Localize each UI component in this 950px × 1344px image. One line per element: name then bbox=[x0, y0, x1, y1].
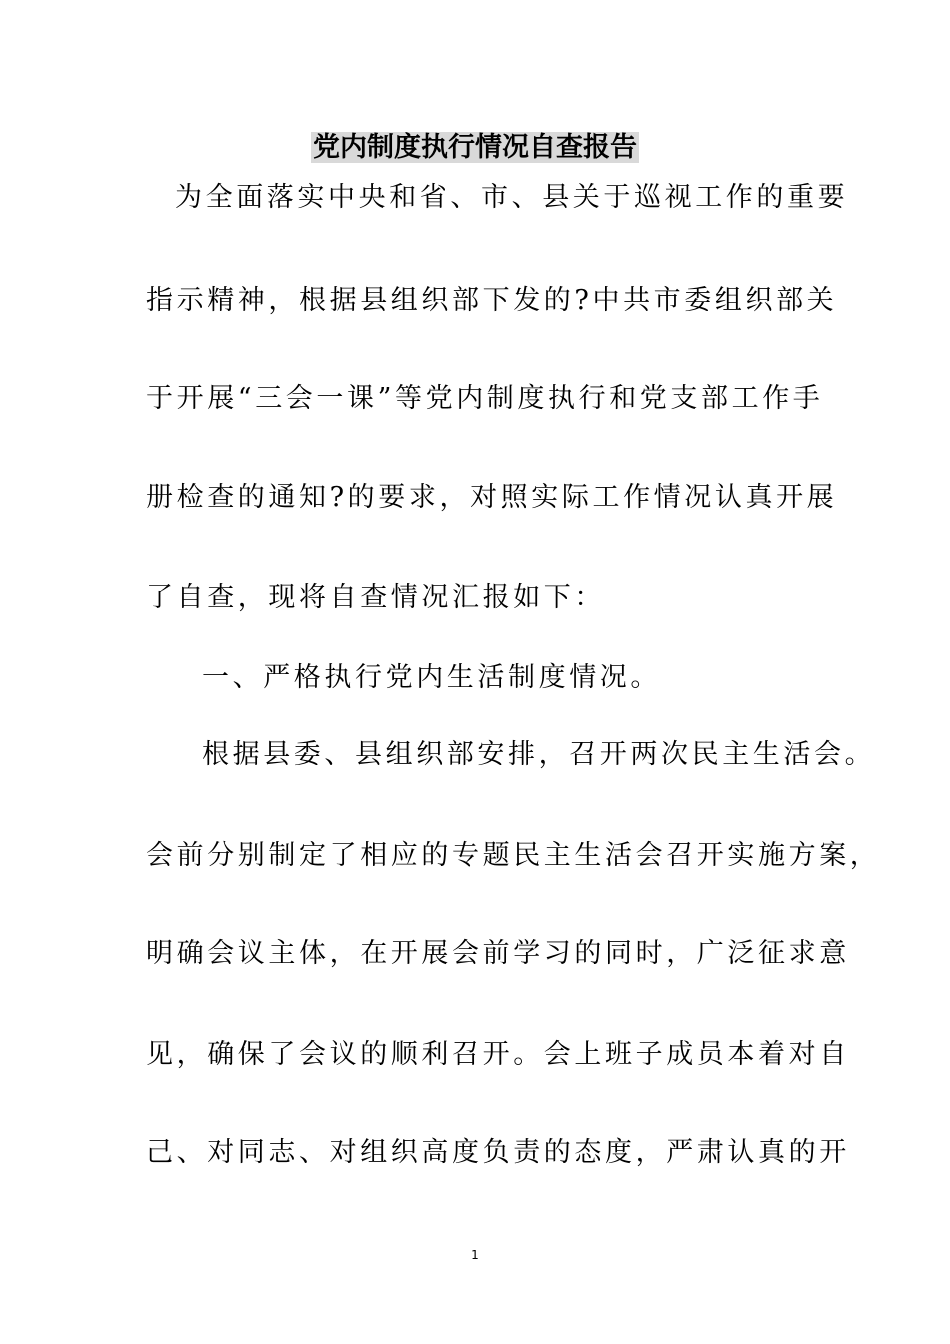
body-line: 根据县委、县组织部安排，召开两次民主生活会。 bbox=[202, 739, 876, 770]
section-heading: 一、严格执行党内生活制度情况。 bbox=[202, 662, 661, 693]
body-line: 指示精神，根据县组织部下发的?中共市委组织部关 bbox=[146, 285, 838, 316]
document-title bbox=[0, 128, 950, 168]
body-line: 会前分别制定了相应的专题民主生活会召开实施方案， bbox=[146, 840, 881, 871]
body-line: 见，确保了会议的顺利召开。会上班子成员本着对自 bbox=[146, 1039, 850, 1070]
body-line: 为全面落实中央和省、市、县关于巡视工作的重要 bbox=[175, 182, 849, 213]
body-line: 册检查的通知?的要求，对照实际工作情况认真开展 bbox=[146, 482, 838, 513]
body-line: 己、对同志、对组织高度负责的态度，严肃认真的开 bbox=[146, 1137, 850, 1168]
page-number: 1 bbox=[471, 1248, 479, 1262]
body-line: 了自查，现将自查情况汇报如下： bbox=[146, 582, 605, 613]
body-line: 于开展“三会一课”等党内制度执行和党支部工作手 bbox=[146, 383, 824, 414]
body-line: 明确会议主体，在开展会前学习的同时，广泛征求意 bbox=[146, 938, 850, 969]
document-title-text: 党内制度执行情况自查报告 bbox=[313, 132, 637, 163]
